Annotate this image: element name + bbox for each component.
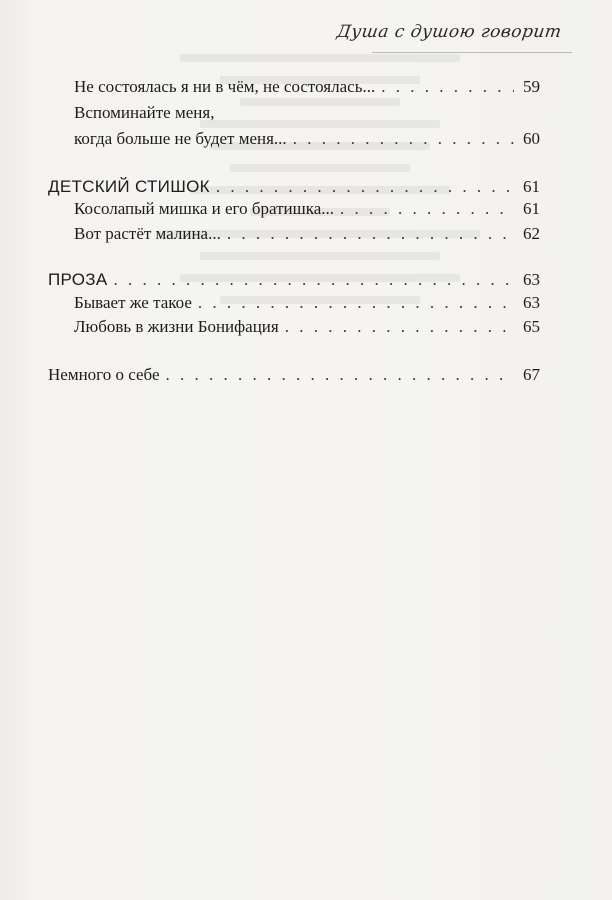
toc-section-title: ПРОЗА: [48, 270, 108, 289]
running-head: Душа с душою говорит: [336, 22, 564, 42]
toc-entry: [74, 128, 540, 150]
toc-entry: [74, 292, 540, 314]
toc-entry-page: 59: [523, 77, 540, 96]
toc-section: [48, 269, 540, 291]
toc-section-title: ДЕТСКИЙ СТИШОК: [48, 177, 210, 196]
toc-entry-title: Не состоялась я ни в чём, не состоялась...: [74, 77, 376, 96]
running-head-rule: [372, 52, 572, 53]
toc-entry-title-line1: Вспоминайте меня,: [74, 103, 215, 122]
toc-section-page: 61: [523, 177, 540, 196]
toc-entry: [74, 76, 540, 98]
toc-entry-page: 62: [523, 224, 540, 243]
toc-entry-page: 60: [523, 129, 540, 148]
toc-entry-page: 65: [523, 317, 540, 336]
toc-entry: [48, 364, 540, 386]
toc-entry-title: Любовь в жизни Бонифация: [74, 317, 279, 336]
dot-leader: [216, 176, 514, 198]
toc-entry-title: Немного о себе: [48, 365, 160, 384]
toc-entry-title: Бывает же такое: [74, 293, 192, 312]
toc-entry: [74, 223, 540, 245]
toc-section-page: 63: [523, 270, 540, 289]
dot-leader: [198, 292, 514, 314]
toc-entry-title: Косолапый мишка и его братишка...: [74, 199, 335, 218]
toc-entry-title: когда больше не будет меня...: [74, 129, 287, 148]
toc-section: [48, 176, 540, 198]
dot-leader: [340, 198, 514, 220]
dot-leader: [114, 269, 514, 291]
toc-entry-page: 67: [523, 365, 540, 384]
dot-leader: [227, 223, 514, 245]
toc-entry-title: Вот растёт малина...: [74, 224, 221, 243]
dot-leader: [166, 364, 515, 386]
dot-leader: [293, 128, 514, 150]
dot-leader: [381, 76, 514, 98]
toc-entry: [74, 316, 540, 338]
toc-entry: [74, 198, 540, 220]
toc-entry-page: 61: [523, 199, 540, 218]
toc-entry-page: 63: [523, 293, 540, 312]
dot-leader: [285, 316, 514, 338]
